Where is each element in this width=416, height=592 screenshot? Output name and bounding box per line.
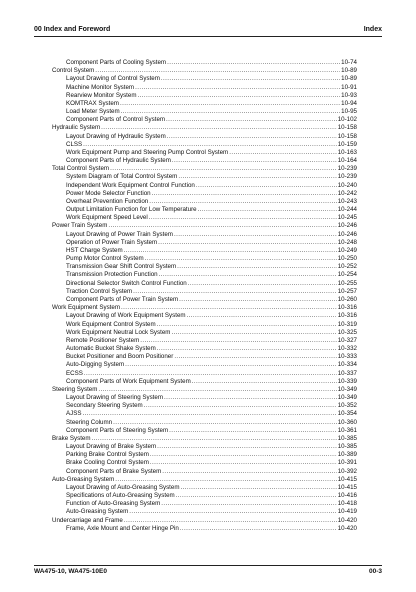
toc-dot-leader <box>129 508 336 516</box>
toc-entry-page: 10-246 <box>337 230 357 238</box>
toc-entry-page: 10-240 <box>337 181 357 189</box>
toc-dot-leader <box>196 182 337 190</box>
toc-entry-page: 10-260 <box>337 295 357 303</box>
toc-subsection-entry[interactable] <box>52 500 357 508</box>
toc-entry-page: 10-325 <box>337 328 357 336</box>
toc-subsection-entry[interactable] <box>52 419 357 427</box>
toc-entry-title: Component Parts of Power Train System <box>66 295 179 303</box>
toc-entry-page: 10-316 <box>337 312 357 320</box>
footer-divider <box>34 565 382 566</box>
toc-subsection-entry[interactable] <box>52 263 357 271</box>
toc-entry-page: 10-255 <box>337 279 357 287</box>
toc-entry-title: Auto-Digging System <box>66 361 125 369</box>
toc-entry-page: 10-391 <box>337 459 357 467</box>
toc-entry-page: 10-245 <box>337 214 357 222</box>
toc-dot-leader <box>124 517 337 525</box>
toc-entry-page: 10-352 <box>337 402 357 410</box>
toc-entry-page: 10-95 <box>341 108 357 116</box>
toc-entry-title: Specifications of Auto-Greasing System <box>66 492 175 500</box>
toc-entry-title: Independent Work Equipment Control Function <box>66 181 195 189</box>
toc-entry-title: Secondary Steering System <box>66 402 143 410</box>
toc-subsection-entry[interactable] <box>52 378 357 386</box>
toc-dot-leader <box>159 271 337 279</box>
toc-entry-title: Directional Selector Switch Control Function <box>66 279 187 287</box>
toc-dot-leader <box>161 500 336 508</box>
toc-entry-page: 10-254 <box>337 271 357 279</box>
toc-subsection-entry[interactable] <box>52 459 357 467</box>
toc-dot-leader <box>157 345 337 353</box>
toc-dot-leader <box>92 435 337 443</box>
toc-section-entry[interactable] <box>52 165 357 173</box>
toc-subsection-entry[interactable] <box>52 361 357 369</box>
toc-subsection-entry[interactable] <box>52 100 357 108</box>
toc-dot-leader <box>198 206 337 214</box>
toc-entry-title: Component Parts of Control System <box>66 116 166 124</box>
toc-entry-title: Transmission Protection Function <box>66 271 158 279</box>
toc-entry-title: Auto-Greasing System <box>66 508 129 516</box>
toc-dot-leader <box>158 239 337 247</box>
toc-dot-leader <box>120 100 340 108</box>
toc-subsection-entry[interactable] <box>52 214 357 222</box>
toc-dot-leader <box>167 59 340 67</box>
toc-entry-page: 10-316 <box>337 304 357 312</box>
toc-entry-title: KOMTRAX System <box>66 99 119 107</box>
toc-entry-title: Brake System <box>52 434 91 442</box>
toc-entry-page: 10-354 <box>337 410 357 418</box>
toc-subsection-entry[interactable] <box>52 182 357 190</box>
toc-dot-leader <box>149 198 337 206</box>
toc-subsection-entry[interactable] <box>52 231 357 239</box>
toc-dot-leader <box>84 370 337 378</box>
toc-entry-title: Automatic Bucket Shake System <box>66 345 156 353</box>
toc-entry-page: 10-327 <box>337 336 357 344</box>
page-footer <box>34 568 382 578</box>
toc-entry-page: 10-242 <box>337 189 357 197</box>
toc-subsection-entry[interactable] <box>52 75 357 83</box>
toc-subsection-entry[interactable] <box>52 255 357 263</box>
toc-dot-leader <box>140 337 336 345</box>
toc-subsection-entry[interactable] <box>52 141 357 149</box>
toc-entry-title: Remote Positioner System <box>66 336 140 344</box>
toc-dot-leader <box>150 459 337 467</box>
toc-entry-title: Auto-Greasing System <box>52 475 115 483</box>
toc-entry-page: 10-163 <box>337 148 357 156</box>
toc-dot-leader <box>157 443 337 451</box>
toc-subsection-entry[interactable] <box>52 84 357 92</box>
toc-subsection-entry[interactable] <box>52 157 357 165</box>
toc-dot-leader <box>174 353 336 361</box>
toc-entry-title: AJSS <box>66 410 82 418</box>
toc-dot-leader <box>171 329 336 337</box>
toc-dot-leader <box>162 468 336 476</box>
toc-entry-page: 10-102 <box>337 116 357 124</box>
toc-entry-page: 10-239 <box>337 165 357 173</box>
toc-entry-page: 10-159 <box>337 140 357 148</box>
toc-dot-leader <box>150 451 337 459</box>
toc-dot-leader <box>157 321 337 329</box>
toc-dot-leader <box>113 419 337 427</box>
toc-entry-title: Component Parts of Cooling System <box>66 59 167 66</box>
toc-entry-page: 10-319 <box>337 320 357 328</box>
toc-entry-title: Steering Column <box>66 418 113 426</box>
toc-dot-leader <box>161 75 340 83</box>
toc-subsection-entry[interactable] <box>52 206 357 214</box>
toc-subsection-entry[interactable] <box>52 427 357 435</box>
toc-subsection-entry[interactable] <box>52 394 357 402</box>
toc-entry-page: 10-420 <box>337 524 357 532</box>
toc-dot-leader <box>144 402 337 410</box>
toc-dot-leader <box>149 214 337 222</box>
toc-entry-page: 10-418 <box>337 500 357 508</box>
toc-subsection-entry[interactable] <box>52 288 357 296</box>
toc-entry-title: Layout Drawing of Work Equipment System <box>66 312 186 320</box>
toc-entry-title: System Diagram of Total Control System <box>66 173 178 181</box>
toc-dot-leader <box>166 116 337 124</box>
toc-dot-leader <box>174 231 337 239</box>
toc-dot-leader <box>187 312 337 320</box>
toc-subsection-entry[interactable] <box>52 239 357 247</box>
toc-dot-leader <box>138 92 341 100</box>
toc-entry-page: 10-392 <box>337 467 357 475</box>
toc-subsection-entry[interactable] <box>52 321 357 329</box>
toc-entry-page: 10-337 <box>337 369 357 377</box>
toc-entry-title: Machine Monitor System <box>66 83 135 91</box>
toc-dot-leader <box>83 141 337 149</box>
toc-subsection-entry[interactable] <box>52 247 357 255</box>
toc-dot-leader <box>177 263 337 271</box>
toc-dot-leader <box>101 124 337 132</box>
toc-dot-leader <box>115 476 336 484</box>
toc-entry-title: Total Control System <box>52 165 110 173</box>
toc-entry-title: Component Parts of Brake System <box>66 467 162 475</box>
toc-dot-leader <box>121 108 341 116</box>
footer-page-number: 00-3 <box>368 568 382 575</box>
toc-subsection-entry[interactable] <box>52 198 357 206</box>
toc-entry-page: 10-91 <box>341 83 357 91</box>
toc-entry-title: Rearview Monitor System <box>66 91 137 99</box>
toc-dot-leader <box>180 525 337 533</box>
toc-entry-title: Component Parts of Hydraulic System <box>66 157 171 165</box>
toc-entry-page: 10-385 <box>337 443 357 451</box>
toc-subsection-entry[interactable] <box>52 345 357 353</box>
toc-dot-leader <box>110 165 337 173</box>
toc-entry-title: Work Equipment Control System <box>66 320 156 328</box>
toc-entry-page: 10-333 <box>337 353 357 361</box>
toc-entry-page: 10-248 <box>337 238 357 246</box>
toc-subsection-entry[interactable] <box>52 451 357 459</box>
toc-dot-leader <box>124 247 337 255</box>
toc-entry-page: 10-420 <box>337 516 357 524</box>
toc-entry-title: Undercarriage and Frame <box>52 516 123 524</box>
toc-entry-title: Layout Drawing of Brake System <box>66 443 157 451</box>
toc-entry-title: Hydraulic System <box>52 124 101 132</box>
toc-subsection-entry[interactable] <box>52 329 357 337</box>
toc-dot-leader <box>152 190 337 198</box>
toc-section-entry[interactable] <box>52 304 357 312</box>
toc-subsection-entry[interactable] <box>52 108 357 116</box>
toc-section-entry[interactable] <box>52 386 357 394</box>
toc-entry-title: Layout Drawing of Control System <box>66 75 160 83</box>
header-section-title: 00 Index and Foreword <box>34 26 111 33</box>
toc-subsection-entry[interactable] <box>52 271 357 279</box>
toc-entry-title: Power Train System <box>52 222 108 230</box>
header-index-title: Index <box>363 26 382 33</box>
toc-entry-page: 10-339 <box>337 377 357 385</box>
toc-entry-title: Load Meter System <box>66 108 120 116</box>
header-divider <box>34 36 382 37</box>
toc-subsection-entry[interactable] <box>52 370 357 378</box>
toc-dot-leader <box>167 133 337 141</box>
toc-dot-leader <box>98 386 336 394</box>
toc-entry-page: 10-349 <box>337 394 357 402</box>
toc-dot-leader <box>179 296 337 304</box>
toc-subsection-entry[interactable] <box>52 190 357 198</box>
toc-section-entry[interactable] <box>52 222 357 230</box>
toc-entry-title: Brake Cooling Control System <box>66 459 149 467</box>
toc-subsection-entry[interactable] <box>52 92 357 100</box>
toc-entry-page: 10-385 <box>337 434 357 442</box>
toc-entry-page: 10-164 <box>337 157 357 165</box>
toc-subsection-entry[interactable] <box>52 525 357 533</box>
toc-entry-page: 10-250 <box>337 255 357 263</box>
toc-entry-title: Output Limitation Function for Low Temperature <box>66 206 197 214</box>
toc-dot-leader <box>181 484 337 492</box>
toc-dot-leader <box>82 410 336 418</box>
toc-section-entry[interactable] <box>52 476 357 484</box>
toc-section-entry[interactable] <box>52 517 357 525</box>
toc-entry-title: HST Charge System <box>66 246 123 254</box>
toc-dot-leader <box>125 361 337 369</box>
toc-dot-leader <box>188 280 337 288</box>
toc-entry-page: 10-252 <box>337 263 357 271</box>
toc-section-entry[interactable] <box>52 124 357 132</box>
toc-entry-page: 10-89 <box>341 75 357 83</box>
toc-subsection-entry[interactable] <box>52 353 357 361</box>
toc-dot-leader <box>108 222 336 230</box>
toc-entry-title: Pump Motor Control System <box>66 255 144 263</box>
toc-dot-leader <box>229 149 337 157</box>
toc-dot-leader <box>145 255 337 263</box>
toc-entry-title: Component Parts of Work Equipment System <box>66 377 191 385</box>
toc-entry-title: Traction Control System <box>66 287 133 295</box>
toc-entry-title: Work Equipment System <box>52 304 120 312</box>
toc-entry-page: 10-243 <box>337 197 357 205</box>
toc-entry-page: 10-244 <box>337 206 357 214</box>
toc-entry-page: 10-334 <box>337 361 357 369</box>
toc-entry-page: 10-94 <box>341 99 357 107</box>
toc-dot-leader <box>135 84 340 92</box>
toc-entry-title: Function of Auto-Greasing System <box>66 500 161 508</box>
toc-entry-page: 10-158 <box>337 124 357 132</box>
toc-entry-title: Work Equipment Neutral Lock System <box>66 328 171 336</box>
toc-entry-page: 10-419 <box>337 508 357 516</box>
toc-entry-page: 10-361 <box>337 426 357 434</box>
toc-dot-leader <box>176 492 337 500</box>
toc-entry-title: CLSS <box>66 140 83 148</box>
toc-entry-title: Work Equipment Pump and Steering Pump Control System <box>66 148 229 156</box>
toc-subsection-entry[interactable] <box>52 312 357 320</box>
toc-entry-page: 10-349 <box>337 385 357 393</box>
toc-entry-title: Operation of Power Train System <box>66 238 158 246</box>
toc-entry-title: Control System <box>52 67 95 75</box>
toc-entry-title: Bucket Positioner and Boom Positioner <box>66 353 174 361</box>
toc-subsection-entry[interactable] <box>52 149 357 157</box>
toc-subsection-entry[interactable] <box>52 296 357 304</box>
toc-entry-title: ECSS <box>66 369 83 377</box>
toc-section-entry[interactable] <box>52 435 357 443</box>
toc-entry-title: Parking Brake Control System <box>66 451 149 459</box>
toc-dot-leader <box>133 288 337 296</box>
toc-entry-page: 10-93 <box>341 91 357 99</box>
toc-dot-leader <box>121 304 337 312</box>
toc-entry-page: 10-257 <box>337 287 357 295</box>
toc-entry-title: Transmission Gear Shift Control System <box>66 263 177 271</box>
toc-section-entry[interactable] <box>52 67 357 75</box>
toc-entry-title: Layout Drawing of Steering System <box>66 394 163 402</box>
toc-entry-page: 10-89 <box>341 67 357 75</box>
toc-subsection-entry[interactable] <box>52 468 357 476</box>
toc-subsection-entry[interactable] <box>52 337 357 345</box>
toc-dot-leader <box>169 427 337 435</box>
table-of-contents <box>52 59 357 533</box>
toc-entry-page: 10-360 <box>337 418 357 426</box>
toc-dot-leader <box>192 378 337 386</box>
toc-subsection-entry[interactable] <box>52 410 357 418</box>
toc-subsection-entry[interactable] <box>52 402 357 410</box>
toc-dot-leader <box>178 173 336 181</box>
toc-entry-title: Overheat Prevention Function <box>66 197 149 205</box>
toc-subsection-entry[interactable] <box>52 280 357 288</box>
toc-entry-title: Layout Drawing of Power Train System <box>66 230 173 238</box>
toc-entry-title: Frame, Axle Mount and Center Hinge Pin <box>66 524 179 532</box>
toc-entry-title: Power Mode Selector Function <box>66 189 151 197</box>
toc-entry-page: 10-332 <box>337 345 357 353</box>
toc-entry-title: Steering System <box>52 385 98 393</box>
toc-entry-page: 10-416 <box>337 492 357 500</box>
footer-model: WA475-10, WA475-10E0 <box>34 568 107 575</box>
toc-dot-leader <box>172 157 337 165</box>
toc-subsection-entry[interactable] <box>52 443 357 451</box>
toc-entry-title: Work Equipment Speed Level <box>66 214 148 222</box>
toc-entry-title: Layout Drawing of Auto-Greasing System <box>66 483 180 491</box>
toc-entry-page: 10-415 <box>337 483 357 491</box>
toc-entry-page: 10-74 <box>341 59 357 66</box>
toc-entry-page: 10-239 <box>337 173 357 181</box>
toc-entry-title: Component Parts of Steering System <box>66 426 169 434</box>
toc-entry-page: 10-249 <box>337 246 357 254</box>
toc-subsection-entry[interactable] <box>52 484 357 492</box>
toc-entry-page: 10-389 <box>337 451 357 459</box>
toc-subsection-entry[interactable] <box>52 59 357 67</box>
toc-subsection-entry[interactable] <box>52 116 357 124</box>
toc-subsection-entry[interactable] <box>52 508 357 516</box>
toc-entry-page: 10-246 <box>337 222 357 230</box>
toc-dot-leader <box>95 67 340 75</box>
toc-subsection-entry[interactable] <box>52 133 357 141</box>
toc-entry-title: Layout Drawing of Hydraulic System <box>66 132 166 140</box>
toc-subsection-entry[interactable] <box>52 492 357 500</box>
toc-entry-page: 10-158 <box>337 132 357 140</box>
toc-dot-leader <box>164 394 337 402</box>
toc-entry-page: 10-415 <box>337 475 357 483</box>
toc-subsection-entry[interactable] <box>52 173 357 181</box>
